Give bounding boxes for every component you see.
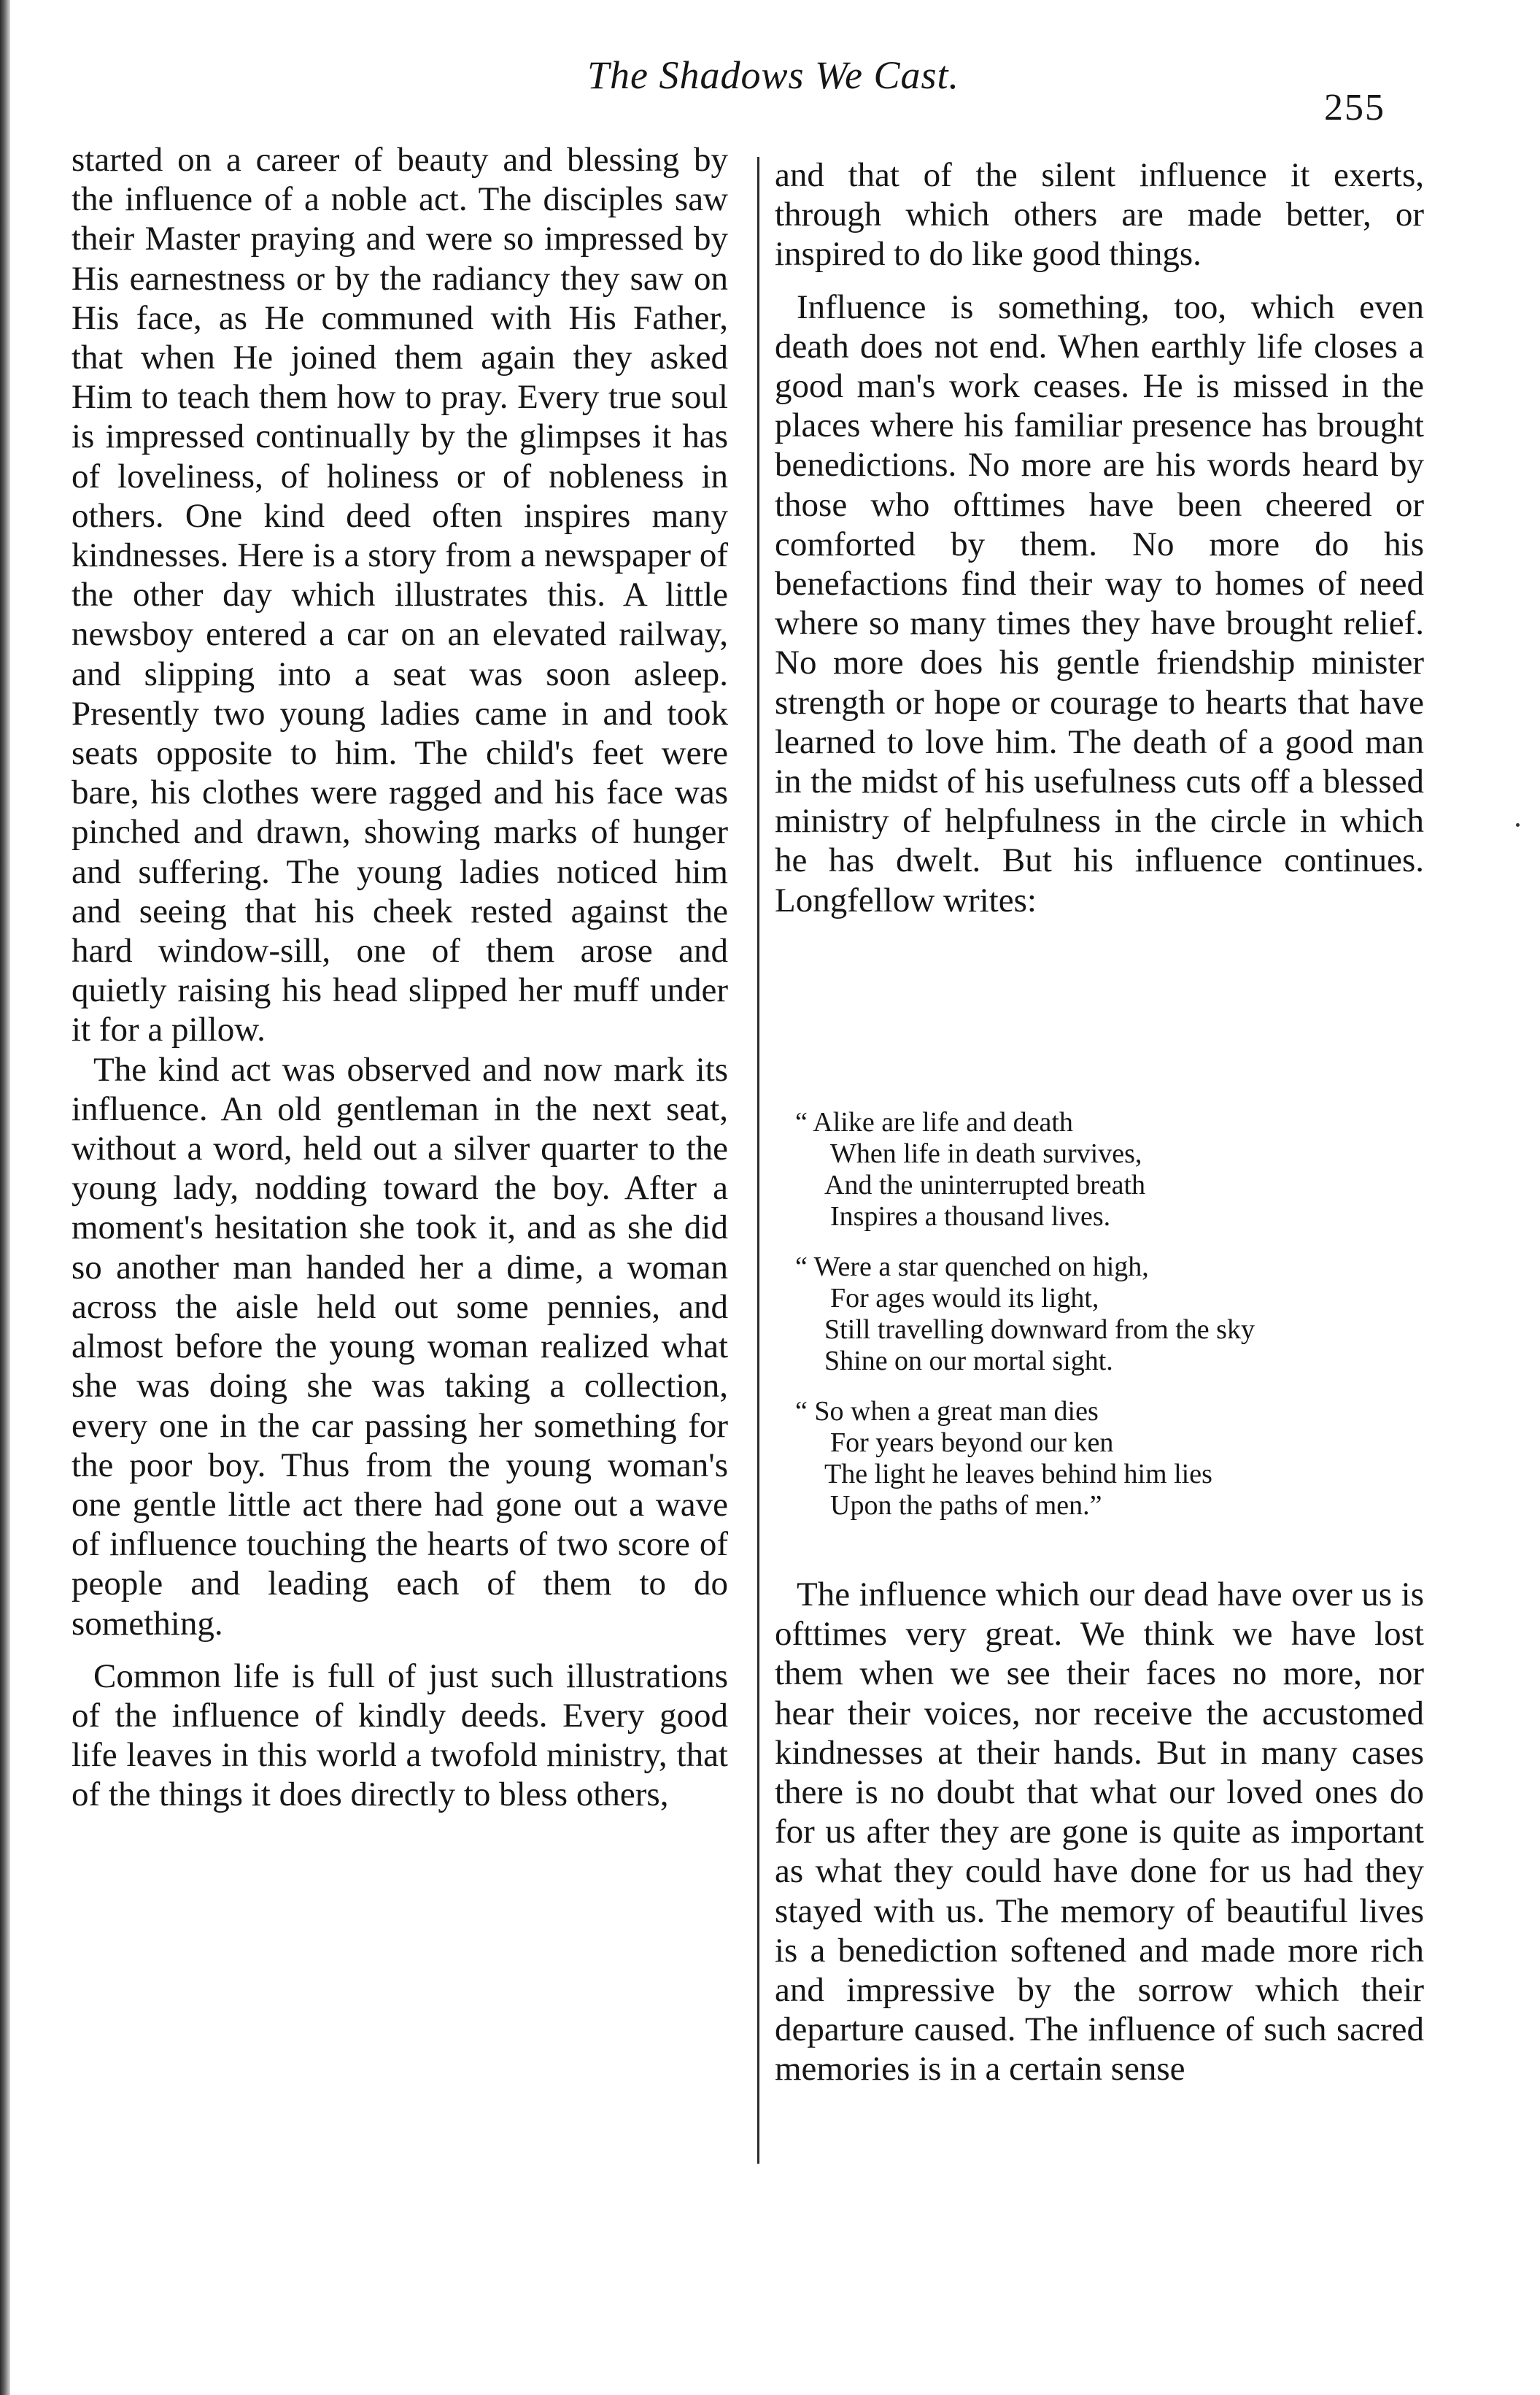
- right-column-upper: [775, 155, 1424, 920]
- scan-edge: [0, 0, 10, 2395]
- poem-stanza-2: [795, 1252, 1423, 1377]
- scan-speck: [1516, 823, 1520, 827]
- right-paragraph-2: Influence is something, too, which even death does not end. When earthly life closes a good man's work ceases. He is missed in the places where his familiar presence has brought benedictions. No more are his words heard by those who ofttimes have been cheered or comforted by them. No more do his benefactions find their way to homes of need where so many times they have brought relief. No more does his gentle friendship minister strength or hope or courage to hearts that have learned to love him. The death of a good man in the midst of his usefulness cuts off a blessed ministry of helpfulness in the circle in which he has dwelt. But his influence continues. Longfellow writes:: [775, 288, 1424, 919]
- left-column: [71, 140, 728, 1815]
- poem-line: For years beyond our ken: [830, 1427, 1114, 1458]
- poem-line: Inspires a thousand lives.: [830, 1201, 1111, 1232]
- poem: [795, 1107, 1423, 1540]
- poem-line: Still travelling downward from the sky: [824, 1314, 1255, 1345]
- poem-line: For ages would its light,: [830, 1283, 1099, 1314]
- poem-line: When life in death survives,: [830, 1138, 1142, 1169]
- column-rule: [757, 157, 759, 2164]
- poem-line: Shine on our mortal sight.: [824, 1346, 1113, 1376]
- poem-line: “ Alike are life and death: [795, 1107, 1073, 1138]
- right-paragraph-3: The influence which our dead have over us is ofttimes very great. We think we have lost them when we see their faces no more, nor hear their voices, nor receive the accustomed kindnesses at their hands. But in many cases there is no doubt that what our loved ones do for us after they are gone is quite as important as what they could have done for us had they stayed with us. The memory of beautiful lives is a benediction softened and made more rich and impressive by the sorrow which their departure caused. The influence of such sacred memories is in a certain sense: [775, 1576, 1424, 2089]
- page-number: 255: [1324, 87, 1385, 128]
- poem-line: And the uninterrupted breath: [824, 1170, 1146, 1200]
- poem-stanza-3: [795, 1396, 1423, 1522]
- running-head: The Shadows We Cast.: [587, 53, 960, 97]
- right-column-lower: [775, 1575, 1424, 2089]
- poem-line: Upon the paths of men.”: [830, 1490, 1102, 1521]
- poem-line: “ Were a star quenched on high,: [795, 1252, 1149, 1282]
- left-paragraph-3: Common life is full of just such illustrations of the influence of kindly deeds. Every good life leaves in this world a twofold ministry, that of the things it does directly to bless others,: [71, 1657, 728, 1814]
- poem-stanza-1: [795, 1107, 1423, 1233]
- left-paragraph-2: The kind act was observed and now mark its influence. An old gentleman in the next seat, without a word, held out a silver quarter to the young lady, nodding toward the boy. After a moment's hesitation she took it, and as she did so another man handed her a dime, a woman across the aisle held out some pennies, and almost before the young woman realized what she was doing she was taking a collection, every one in the car passing her something for the poor boy. Thus from the young woman's one gentle little act there had gone out a wave of influence touching the hearts of two score of people and leading each of them to do something.: [71, 1050, 728, 1643]
- poem-line: “ So when a great man dies: [795, 1396, 1099, 1427]
- right-paragraph-1: and that of the silent influence it exerts, through which others are made better, or inspired to do like good things.: [775, 156, 1424, 274]
- left-paragraph-1: started on a career of beauty and blessing by the influence of a noble act. The disciples saw their Master praying and were so impressed by His earnestness or by the radiancy they saw on His face, as He communed with His Father, that when He joined them again they asked Him to teach them how to pray. Every true soul is impressed continually by the glimpses it has of loveliness, of holiness or of nobleness in others. One kind deed often inspires many kindnesses. Here is a story from a newspaper of the other day which illustrates this. A little newsboy entered a car on an elevated railway, and slipping into a seat was soon asleep. Presently two young ladies came in and took seats opposite to him. The child's feet were bare, his clothes were ragged and his face was pinched and drawn, showing marks of hunger and suffering. The young ladies noticed him and seeing that his cheek rested against the hard window-sill, one of them arose and quietly raising his head slipped her muff under it for a pillow.: [71, 141, 728, 1049]
- poem-line: The light he leaves behind him lies: [824, 1459, 1212, 1489]
